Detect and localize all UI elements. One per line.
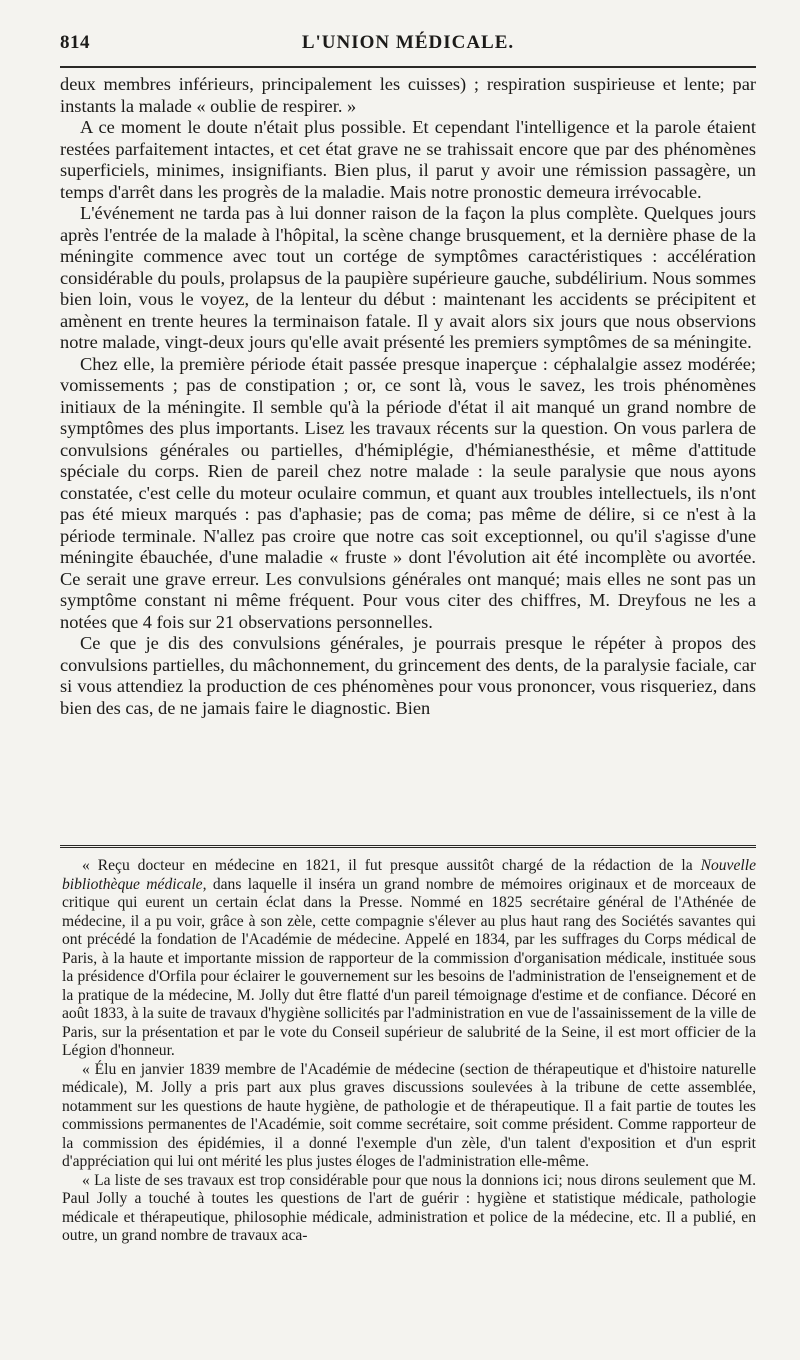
main-text [60,74,756,719]
footnote-paragraph: « Élu en janvier 1839 membre de l'Académie de médecine (section de thérapeutique et d'histoire naturelle médicale), M. Jolly a pris part aux plus graves discussions soulevées à la tribune de cette assemblée, notamment sur les questions de haute hygiène, de pathologie et de thérapeutique. Il a fait partie de toutes les commissions permanentes de l'Académie, soit comme secrétaire, soit comme président. Comme rapporteur de la commission des épidémies, il a donné l'exemple d'un zèle, d'un talent d'exposition et d'un esprit d'appréciation qui lui ont mérité les plus justes éloges de l'administration elle-même. [62,1060,756,1170]
body-paragraph: L'événement ne tarda pas à lui donner raison de la façon la plus complète. Quelques jours après l'entrée de la malade à l'hôpital, la scène change brusquement, et la dernière phase de la méningite commence avec tout un cortége de symptômes caractéristiques : accélération considérable du pouls, prolapsus de la paupière supérieure gauche, subdélirium. Nous sommes bien loin, vous le voyez, de la lenteur du début : maintenant les accidents se précipitent et amènent en trente heures la terminaison fatale. Il y avait alors six jours que nous observions notre malade, vingt-deux jours qu'elle avait présenté les premiers symptômes de sa méningite. [60,203,756,352]
footnote-text: dans laquelle il inséra un grand nombre de mémoires originaux et de morceaux de critique qui eurent un certain éclat dans la Presse. Nommé en 1825 secrétaire général de l'Athénée de médecine, il a pu voir, grâce à son zèle, cette compagnie s'élever au plus haut rang des Sociétés savantes qui ont précédé la fondation de l'Académie de médecine. Appelé en 1834, par les suffrages du Corps médical de Paris, à la haute et importante mission de rapporteur de la commission d'organisation médicale, instituée sous la présidence d'Orfila pour éclairer le gouvernement sur les besoins de l'administration de l'enseignement et de la pratique de la médecine, M. Jolly dut être flatté d'un pareil témoignage d'estime et de confiance. Décoré en août 1833, à la suite de travaux d'hygiène sollicités par l'administration en vue de l'assainissement de la ville de Paris, sur la présentation et par le vote du Conseil supérieur de salubrité de la Seine, il est mort officier de la Légion d'honneur. [62,875,756,1059]
header-rule [60,66,756,68]
body-paragraph: A ce moment le doute n'était plus possible. Et cependant l'intelligence et la parole étaient restées parfaitement intactes, et cet état grave ne se trahissait encore que par des phénomènes superficiels, minimes, insignifiants. Bien plus, il parut y avoir une rémission passagère, un temps d'arrêt dans les progrès de la maladie. Mais notre pronostic demeura irrévocable. [60,117,756,202]
footnote-rule [60,845,756,850]
body-paragraph: Chez elle, la première période était passée presque inaperçue : céphalalgie assez modérée; vomissements ; pas de constipation ; or, ce sont là, vous le savez, les trois phénomènes initiaux de la méningite. Il semble qu'à la période d'état il ait manqué un grand nombre de symptômes des plus importants. Lisez les travaux récents sur la question. On vous parlera de convulsions générales ou partielles, d'hémiplégie, d'hémianesthésie, et même d'attitude spéciale du corps. Rien de pareil chez notre malade : la seule paralysie que nous ayons constatée, c'est celle du moteur oculaire commun, et quant aux troubles intellectuels, ils n'ont pas été mieux marqués : pas d'aphasie; pas de coma; pas même de délire, si ce n'est à la période terminale. N'allez pas croire que notre cas soit exceptionnel, ou qu'il s'agisse d'une méningite ébauchée, d'une maladie « fruste » dont l'évolution ait été incomplète ou avortée. Ce serait une grave erreur. Les convulsions générales ont manqué; mais elles ne sont pas un symptôme constant ni même fréquent. Pour vous citer des chiffres, M. Dreyfous ne les a notées que 4 fois sur 21 observations personnelles. [60,353,756,632]
journal-title: Nouvelle bibliothèque médicale, [62,857,756,893]
page-number: 814 [60,32,90,53]
footnotes [62,857,756,1246]
footnote-text: « Reçu docteur en médecine en 1821, il fut presque aussitôt chargé de la rédaction de la [82,857,701,874]
body-paragraph: deux membres inférieurs, principalement les cuisses) ; respiration suspirieuse et lente; par instants la malade « oublie de respirer. » [60,74,756,116]
running-header [60,32,756,56]
body-paragraph: Ce que je dis des convulsions générales, je pourrais presque le répéter à propos des convulsions partielles, du mâchonnement, du grincement des dents, de la paralysie faciale, car si vous attendiez la production de ces phénomènes pour vous prononcer, vous risqueriez, dans bien des cas, de ne jamais faire le diagnostic. Bien [60,633,756,718]
footnote-paragraph: « La liste de ses travaux est trop considérable pour que nous la donnions ici; nous dirons seulement que M. Paul Jolly a touché à toutes les questions de l'art de guérir : hygiène et statistique médicale, pathologie médicale et thérapeutique, philosophie médicale, administration et police de la médecine, etc. Il a publié, en outre, un grand nombre de travaux aca- [62,1171,756,1244]
running-title: L'UNION MÉDICALE. [301,32,515,53]
footnote-paragraph [62,857,756,1061]
